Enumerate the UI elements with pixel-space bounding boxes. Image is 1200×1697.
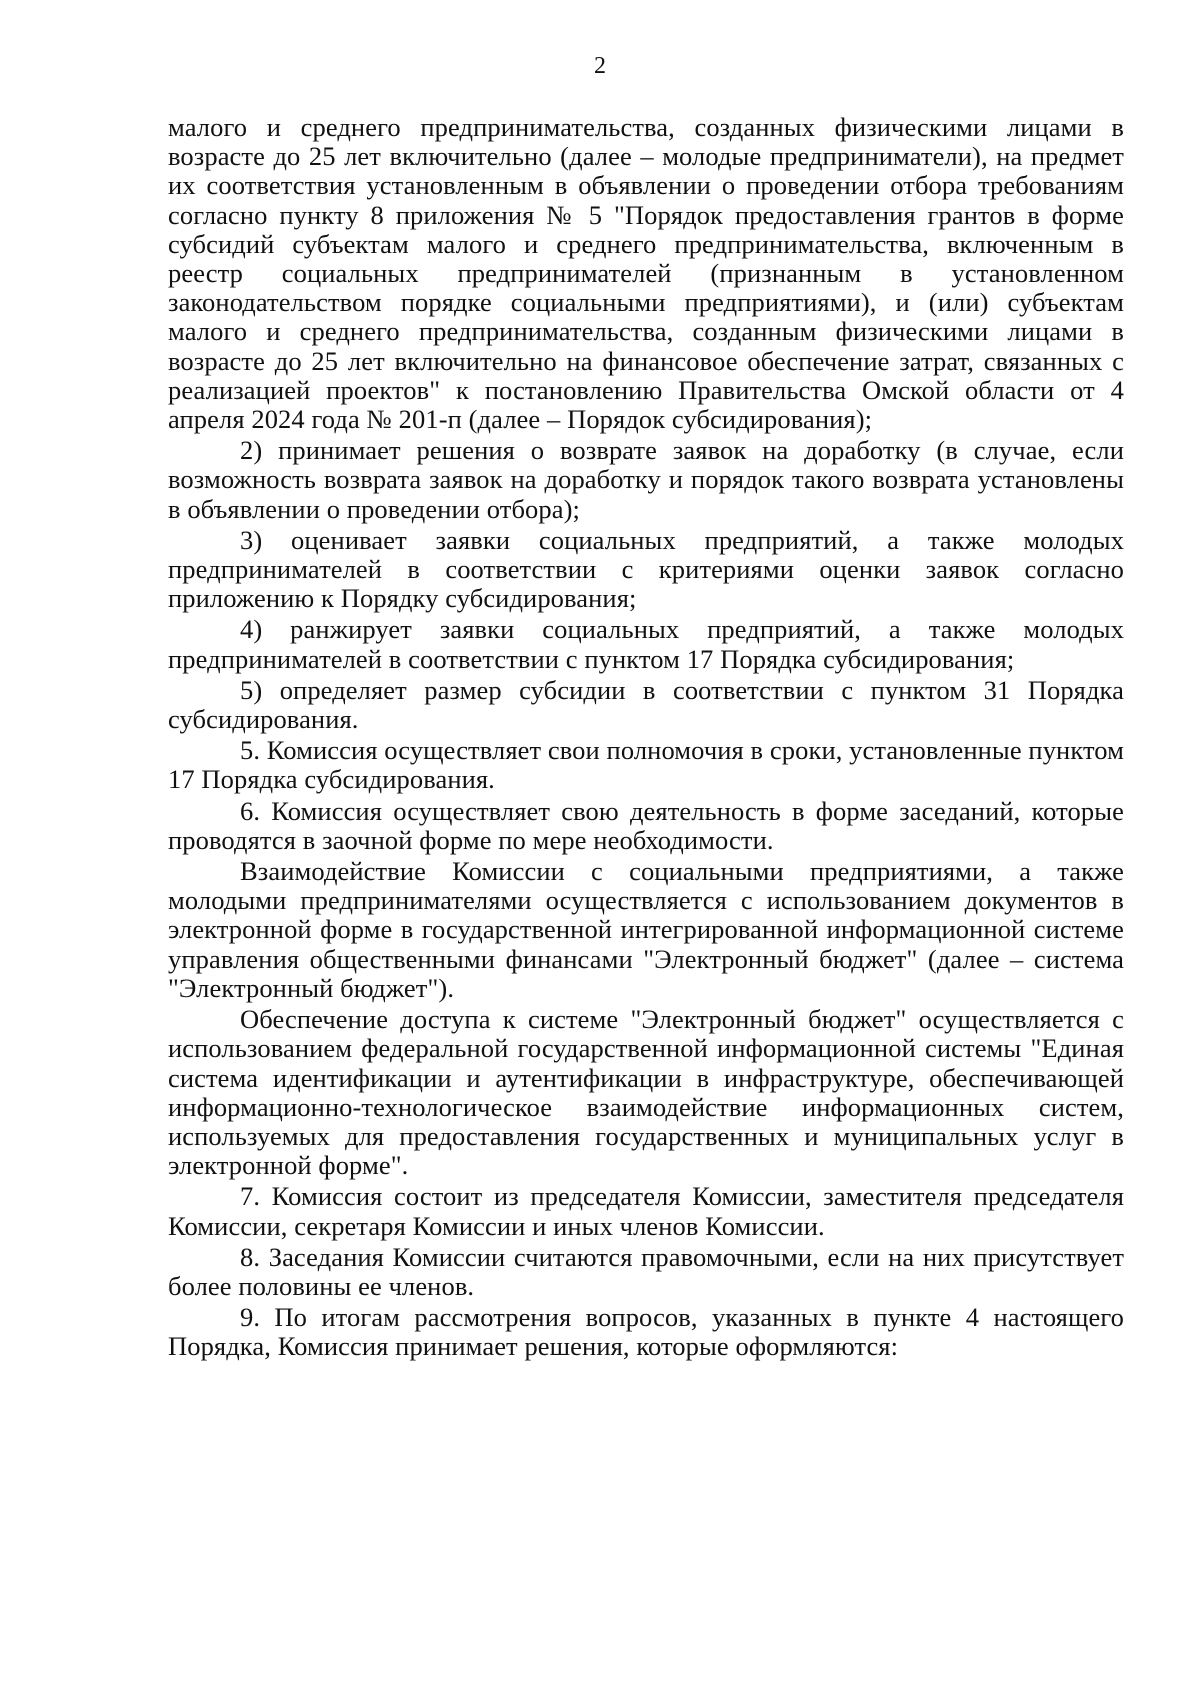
clause-9: 9. По итогам рассмотрения вопросов, указанных в пункте 4 настоящего Порядка, Комиссия принимает решения, которые оформляются: [168,1302,1124,1362]
paragraph-access: Обеспечение доступа к системе "Электронный бюджет" осуществляется с использованием федеральной государственной информационной системы "Единая система идентификации и аутентификации в инфраструктуре, обеспечивающей информационно-технологическое взаимодействие информационных систем, используемых для предоставления государственных и муниципальных услуг в электронной форме". [168,1004,1124,1181]
clause-7: 7. Комиссия состоит из председателя Комиссии, заместителя председателя Комиссии, секретаря Комиссии и иных членов Комиссии. [168,1181,1124,1241]
clause-6: 6. Комиссия осуществляет свою деятельность в форме заседаний, которые проводятся в заочной форме по мере необходимости. [168,795,1124,855]
list-item-5: 5) определяет размер субсидии в соответствии с пунктом 31 Порядка субсидирования. [168,674,1124,735]
list-item-2: 2) принимает решения о возврате заявок на доработку (в случае, если возможность возврата заявок на доработку и порядок такого возврата установлены в объявлении о проведении отбора); [168,435,1124,524]
document-body [168,113,1124,1362]
list-item-3: 3) оценивает заявки социальных предприятий, а также молодых предпринимателей в соответствии с критериями оценки заявок согласно приложению к Порядку субсидирования; [168,524,1124,614]
paragraph-continuation: малого и среднего предпринимательства, созданных физическими лицами в возрасте до 25 лет включительно (далее – молодые предприниматели), на предмет их соответствия установленным в объявлении о проведении отбора требованиям согласно пункту 8 приложения № 5 "Порядок предоставления грантов в форме субсидий субъектам малого и среднего предпринимательства, включенным в реестр социальных предпринимателей (признанным в установленном законодательством порядке социальными предприятиями), и (или) субъектам малого и среднего предпринимательства, созданным физическими лицами в возрасте до 25 лет включительно на финансовое обеспечение затрат, связанных с реализацией проектов" к постановлению Правительства Омской области от 4 апреля 2024 года № 201-п (далее – Порядок субсидирования); [168,112,1124,435]
page-number: 2 [594,53,606,79]
paragraph-interaction: Взаимодействие Комиссии с социальными предприятиями, а также молодыми предпринимателями осуществляется с использованием документов в электронной форме в государственной интегрированной информационной системе управления общественными финансами "Электронный бюджет" (далее – система "Электронный бюджет"). [168,856,1124,1003]
clause-8: 8. Заседания Комиссии считаются правомочными, если на них присутствует более половины ее членов. [168,1241,1124,1301]
list-item-4: 4) ранжирует заявки социальных предприятий, а также молодых предпринимателей в соответствии с пунктом 17 Порядка субсидирования; [168,614,1124,674]
clause-5: 5. Комиссия осуществляет свои полномочия в сроки, установленные пунктом 17 Порядка субсидирования. [168,735,1124,795]
